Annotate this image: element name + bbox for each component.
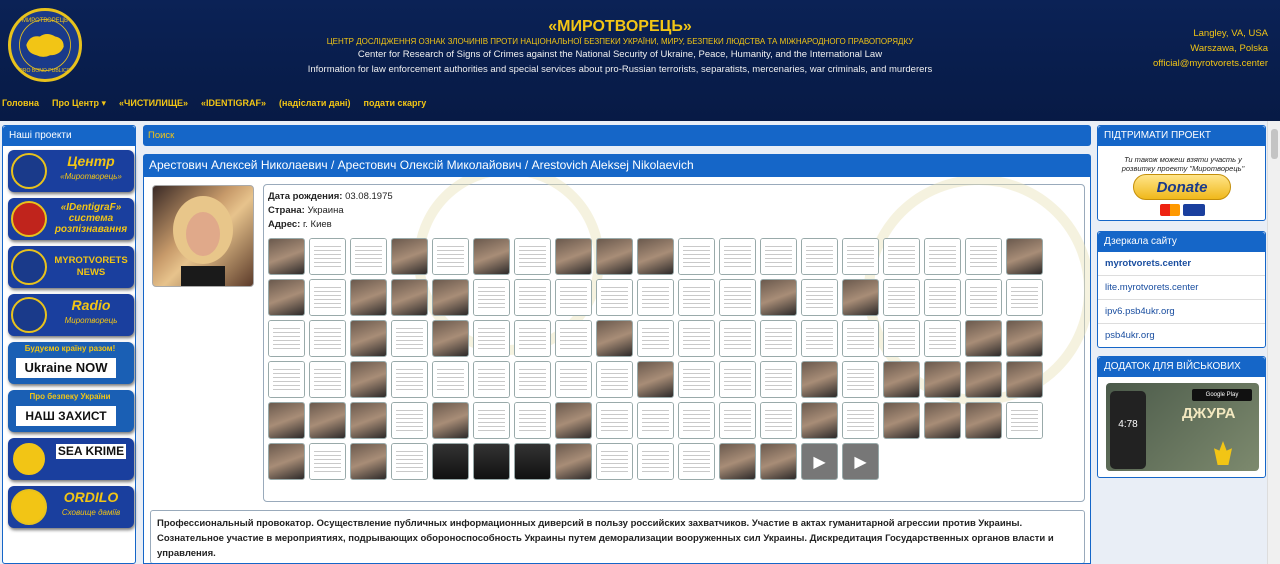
evidence-thumbnail[interactable] bbox=[268, 238, 305, 275]
evidence-thumbnail[interactable] bbox=[268, 279, 305, 316]
evidence-thumbnail[interactable] bbox=[924, 279, 961, 316]
mirror-link-lite[interactable]: lite.myrotvorets.center bbox=[1098, 276, 1265, 300]
radio-logo-icon bbox=[11, 297, 47, 333]
site-header bbox=[0, 0, 1280, 121]
evidence-thumbnail[interactable] bbox=[432, 443, 469, 480]
evidence-thumbnail[interactable] bbox=[637, 402, 674, 439]
evidence-thumbnail[interactable] bbox=[883, 320, 920, 357]
evidence-thumbnail[interactable] bbox=[965, 320, 1002, 357]
main-nav bbox=[2, 98, 439, 109]
evidence-thumbnail[interactable] bbox=[924, 361, 961, 398]
evidence-thumbnail[interactable] bbox=[514, 402, 551, 439]
header-contacts bbox=[1153, 26, 1268, 71]
evidence-thumbnail[interactable] bbox=[637, 443, 674, 480]
evidence-thumbnail[interactable] bbox=[350, 402, 387, 439]
logo-top-text: МИРОТВОРЕЦЬ bbox=[22, 18, 68, 25]
evidence-thumbnail[interactable] bbox=[473, 402, 510, 439]
evidence-thumbnail[interactable] bbox=[842, 402, 879, 439]
news-logo-icon bbox=[11, 249, 47, 285]
project-nash-zakhyst[interactable]: Про безпеку України НАШ ЗАХИСТ bbox=[8, 390, 134, 432]
evidence-thumbnail[interactable] bbox=[801, 238, 838, 275]
dzhura-app-banner[interactable] bbox=[1106, 383, 1259, 471]
nav-send-data[interactable]: (надіслати дані) bbox=[279, 98, 351, 108]
profile-panel bbox=[143, 176, 1091, 564]
project-logo-icon bbox=[11, 153, 47, 189]
evidence-thumbnail[interactable] bbox=[432, 279, 469, 316]
ordilo-logo-icon bbox=[11, 489, 47, 525]
evidence-thumbnail[interactable] bbox=[473, 238, 510, 275]
mastercard-icon bbox=[1160, 204, 1180, 216]
evidence-thumbnail[interactable] bbox=[391, 361, 428, 398]
evidence-thumbnail[interactable] bbox=[596, 361, 633, 398]
evidence-thumbnail[interactable] bbox=[555, 361, 592, 398]
evidence-thumbnail[interactable] bbox=[842, 361, 879, 398]
profile-description: Профессиональный провокатор. Осуществление публичных информационных диверсий в пользу российских захватчиков. Участие в актах гуманитарной агрессии против Украины. Сознательное участие в мероприятиях, подрывающих обороноспособность Украины путем деморализации вооруженных сил Украины. Дискредитация Государственных органов власти и управления. bbox=[150, 510, 1085, 564]
evidence-thumbnail[interactable] bbox=[1006, 361, 1043, 398]
evidence-thumbnail[interactable] bbox=[637, 361, 674, 398]
evidence-thumbnail[interactable] bbox=[637, 279, 674, 316]
project-ukraine-now[interactable]: Будуємо країну разом! Ukraine NOW bbox=[8, 342, 134, 384]
project-sea-krime[interactable]: SEA KRIME bbox=[8, 438, 134, 480]
evidence-thumbnail[interactable] bbox=[309, 443, 346, 480]
mirror-link-ipv6[interactable]: ipv6.psb4ukr.org bbox=[1098, 300, 1265, 324]
projects-sidebar bbox=[2, 125, 136, 564]
evidence-thumbnail[interactable] bbox=[924, 402, 961, 439]
ship-wheel-icon bbox=[11, 441, 47, 477]
evidence-thumbnail[interactable] bbox=[760, 238, 797, 275]
project-radio[interactable]: Radio Миротворець bbox=[8, 294, 134, 336]
evidence-thumbnail[interactable] bbox=[473, 279, 510, 316]
evidence-thumbnail[interactable] bbox=[883, 361, 920, 398]
evidence-thumbnail[interactable] bbox=[268, 320, 305, 357]
nav-complaint[interactable]: подати скаргу bbox=[363, 98, 427, 108]
evidence-thumbnail[interactable] bbox=[965, 361, 1002, 398]
evidence-thumbnail[interactable] bbox=[514, 443, 551, 480]
evidence-thumbnail[interactable] bbox=[801, 402, 838, 439]
military-heading: ДОДАТОК ДЛЯ ВІЙСЬКОВИХ bbox=[1098, 357, 1265, 377]
evidence-thumbnail[interactable] bbox=[309, 279, 346, 316]
evidence-thumbnail[interactable] bbox=[760, 443, 797, 480]
evidence-thumbnail[interactable] bbox=[391, 443, 428, 480]
projects-heading: Наші проекти bbox=[3, 126, 135, 146]
evidence-thumbnail[interactable] bbox=[473, 361, 510, 398]
evidence-thumbnail[interactable] bbox=[473, 443, 510, 480]
page-scrollbar[interactable] bbox=[1267, 121, 1280, 564]
evidence-thumbnail[interactable] bbox=[309, 361, 346, 398]
evidence-thumbnail[interactable] bbox=[350, 238, 387, 275]
country: Украина bbox=[307, 205, 344, 216]
evidence-thumbnail[interactable] bbox=[514, 238, 551, 275]
nav-identigraf[interactable]: «IDENTIGRAF» bbox=[201, 98, 267, 108]
profile-title: Арестович Алексей Николаевич / Арестович Олексій Миколайович / Arestovich Aleksej Nikolaevich bbox=[143, 154, 1091, 176]
evidence-thumbnail[interactable] bbox=[350, 279, 387, 316]
evidence-thumbnail[interactable] bbox=[596, 320, 633, 357]
google-play-badge[interactable]: Google Play bbox=[1192, 389, 1252, 401]
evidence-thumbnail[interactable] bbox=[924, 320, 961, 357]
evidence-thumbnail[interactable] bbox=[1006, 279, 1043, 316]
evidence-thumbnail[interactable] bbox=[350, 443, 387, 480]
phone-icon: 4:78 bbox=[1110, 391, 1146, 469]
evidence-thumbnail[interactable] bbox=[596, 443, 633, 480]
evidence-thumbnail[interactable] bbox=[760, 361, 797, 398]
profile-details: Дата рождения: 03.08.1975 Страна: Украина Адрес: г. Киев bbox=[268, 191, 393, 230]
location-poland: Warszawa, Polska bbox=[1190, 43, 1268, 54]
scrollbar-thumb[interactable] bbox=[1271, 129, 1278, 159]
project-identigraf[interactable]: «IDentigraF» система розпізнавання bbox=[8, 198, 134, 240]
evidence-thumbnail[interactable] bbox=[268, 402, 305, 439]
military-app-box bbox=[1097, 356, 1266, 478]
nav-home[interactable]: Головна bbox=[2, 98, 39, 108]
date-of-birth: 03.08.1975 bbox=[345, 191, 393, 202]
evidence-thumbnail[interactable] bbox=[555, 279, 592, 316]
evidence-thumbnail[interactable] bbox=[514, 320, 551, 357]
evidence-thumbnail[interactable] bbox=[883, 279, 920, 316]
evidence-thumbnail[interactable] bbox=[678, 361, 715, 398]
evidence-thumbnail[interactable] bbox=[637, 320, 674, 357]
site-subtitle-info: Information for law enforcement authorities and special services about pro-Russian terrorists, separatists, mercenaries, war criminals, and murderers bbox=[307, 64, 933, 75]
evidence-thumbnail[interactable] bbox=[391, 320, 428, 357]
evidence-thumbnail[interactable] bbox=[719, 402, 756, 439]
evidence-thumbnail[interactable] bbox=[473, 320, 510, 357]
visa-icon bbox=[1183, 204, 1205, 216]
evidence-thumbnail[interactable] bbox=[596, 238, 633, 275]
app-name: ДЖУРА bbox=[1182, 405, 1236, 422]
mirror-link-main[interactable]: myrotvorets.center bbox=[1098, 252, 1265, 276]
evidence-thumbnail[interactable] bbox=[268, 361, 305, 398]
support-box bbox=[1097, 125, 1266, 221]
evidence-thumbnail[interactable] bbox=[965, 238, 1002, 275]
evidence-thumbnail[interactable] bbox=[637, 238, 674, 275]
evidence-thumbnail[interactable] bbox=[719, 238, 756, 275]
project-news[interactable]: MYROTVORETS NEWS bbox=[8, 246, 134, 288]
evidence-thumbnail[interactable] bbox=[719, 279, 756, 316]
evidence-thumbnail[interactable] bbox=[432, 361, 469, 398]
evidence-thumbnail[interactable] bbox=[555, 320, 592, 357]
identigraf-icon bbox=[11, 201, 47, 237]
evidence-thumbnail[interactable] bbox=[801, 320, 838, 357]
evidence-thumbnail[interactable] bbox=[719, 361, 756, 398]
evidence-thumbnail[interactable] bbox=[514, 361, 551, 398]
profile-info-box bbox=[263, 184, 1085, 502]
evidence-thumbnail[interactable] bbox=[760, 320, 797, 357]
site-logo[interactable] bbox=[8, 8, 82, 82]
evidence-thumbnail[interactable] bbox=[1006, 402, 1043, 439]
evidence-thumbnail[interactable] bbox=[309, 320, 346, 357]
video-thumbnail[interactable]: ▶ bbox=[842, 443, 879, 480]
search-link[interactable]: Поиск bbox=[143, 125, 1091, 146]
evidence-thumbnail[interactable] bbox=[965, 279, 1002, 316]
evidence-thumbnail[interactable] bbox=[965, 402, 1002, 439]
trident-icon bbox=[1214, 441, 1232, 465]
nav-about[interactable]: Про Центр ▾ bbox=[52, 98, 107, 108]
evidence-thumbnail[interactable] bbox=[596, 279, 633, 316]
evidence-thumbnail[interactable] bbox=[350, 320, 387, 357]
donate-button[interactable]: Donate bbox=[1133, 174, 1231, 200]
evidence-thumbnail[interactable] bbox=[391, 279, 428, 316]
evidence-thumbnail[interactable] bbox=[596, 402, 633, 439]
evidence-thumbnail[interactable] bbox=[268, 443, 305, 480]
evidence-thumbnail[interactable] bbox=[350, 361, 387, 398]
contact-email[interactable]: official@myrotvorets.center bbox=[1152, 58, 1268, 69]
project-center[interactable]: Центр «Миротворець» bbox=[8, 150, 134, 192]
project-ordilo[interactable]: ORDILO Сховище даміїв bbox=[8, 486, 134, 528]
address: г. Киев bbox=[302, 219, 332, 230]
evidence-thumbnail[interactable] bbox=[842, 320, 879, 357]
evidence-thumbnail[interactable] bbox=[883, 402, 920, 439]
evidence-thumbnail[interactable] bbox=[842, 238, 879, 275]
evidence-thumbnail[interactable] bbox=[924, 238, 961, 275]
evidence-thumbnail[interactable] bbox=[801, 361, 838, 398]
profile-photo[interactable] bbox=[152, 185, 254, 287]
evidence-thumbnail[interactable] bbox=[391, 238, 428, 275]
evidence-thumbnail[interactable] bbox=[678, 279, 715, 316]
evidence-thumbnail[interactable] bbox=[555, 443, 592, 480]
evidence-thumbnail[interactable] bbox=[760, 279, 797, 316]
mirrors-box bbox=[1097, 231, 1266, 348]
evidence-thumbnail[interactable] bbox=[883, 238, 920, 275]
site-title: «МИРОТВОРЕЦЬ» bbox=[548, 18, 692, 35]
evidence-thumbnail[interactable] bbox=[432, 402, 469, 439]
evidence-thumbnail[interactable] bbox=[555, 238, 592, 275]
video-thumbnail[interactable]: ▶ bbox=[801, 443, 838, 480]
evidence-gallery bbox=[268, 238, 1043, 480]
evidence-thumbnail[interactable] bbox=[719, 320, 756, 357]
mirror-link-psb4ukr[interactable]: psb4ukr.org bbox=[1105, 330, 1155, 341]
evidence-thumbnail[interactable] bbox=[309, 402, 346, 439]
evidence-thumbnail[interactable] bbox=[1006, 320, 1043, 357]
evidence-thumbnail[interactable] bbox=[391, 402, 428, 439]
main-content bbox=[143, 125, 1091, 559]
evidence-thumbnail[interactable] bbox=[1006, 238, 1043, 275]
evidence-thumbnail[interactable] bbox=[678, 238, 715, 275]
nav-purgatory[interactable]: «ЧИСТИЛИЩЕ» bbox=[119, 98, 189, 108]
evidence-thumbnail[interactable] bbox=[801, 279, 838, 316]
evidence-thumbnail[interactable] bbox=[678, 402, 715, 439]
evidence-thumbnail[interactable] bbox=[760, 402, 797, 439]
site-subtitle-en: Center for Research of Signs of Crimes against the National Security of Ukraine, Peace, Humanity, and the International Law bbox=[357, 49, 883, 60]
support-heading: ПІДТРИМАТИ ПРОЕКТ bbox=[1098, 126, 1265, 146]
evidence-thumbnail[interactable] bbox=[555, 402, 592, 439]
evidence-thumbnail[interactable] bbox=[678, 443, 715, 480]
evidence-thumbnail[interactable] bbox=[309, 238, 346, 275]
evidence-thumbnail[interactable] bbox=[514, 279, 551, 316]
evidence-thumbnail[interactable] bbox=[432, 320, 469, 357]
support-text: Ти також можеш взяти участь у розвитку проекту "Миротворець" bbox=[1121, 155, 1245, 173]
mirrors-heading: Дзеркала сайту bbox=[1098, 232, 1265, 252]
site-subtitle-ua: ЦЕНТР ДОСЛІДЖЕННЯ ОЗНАК ЗЛОЧИНІВ ПРОТИ НАЦІОНАЛЬНОЇ БЕЗПЕКИ УКРАЇНИ, МИРУ, БЕЗПЕКИ ЛЮДСТВА ТА МІЖНАРОДНОГО ПРАВОПОРЯДКУ bbox=[326, 37, 914, 46]
evidence-thumbnail[interactable] bbox=[842, 279, 879, 316]
evidence-thumbnail[interactable] bbox=[432, 238, 469, 275]
logo-bottom-text: PRO BONO PUBLICO bbox=[19, 68, 71, 75]
evidence-thumbnail[interactable] bbox=[719, 443, 756, 480]
location-usa: Langley, VA, USA bbox=[1193, 28, 1268, 39]
evidence-thumbnail[interactable] bbox=[678, 320, 715, 357]
